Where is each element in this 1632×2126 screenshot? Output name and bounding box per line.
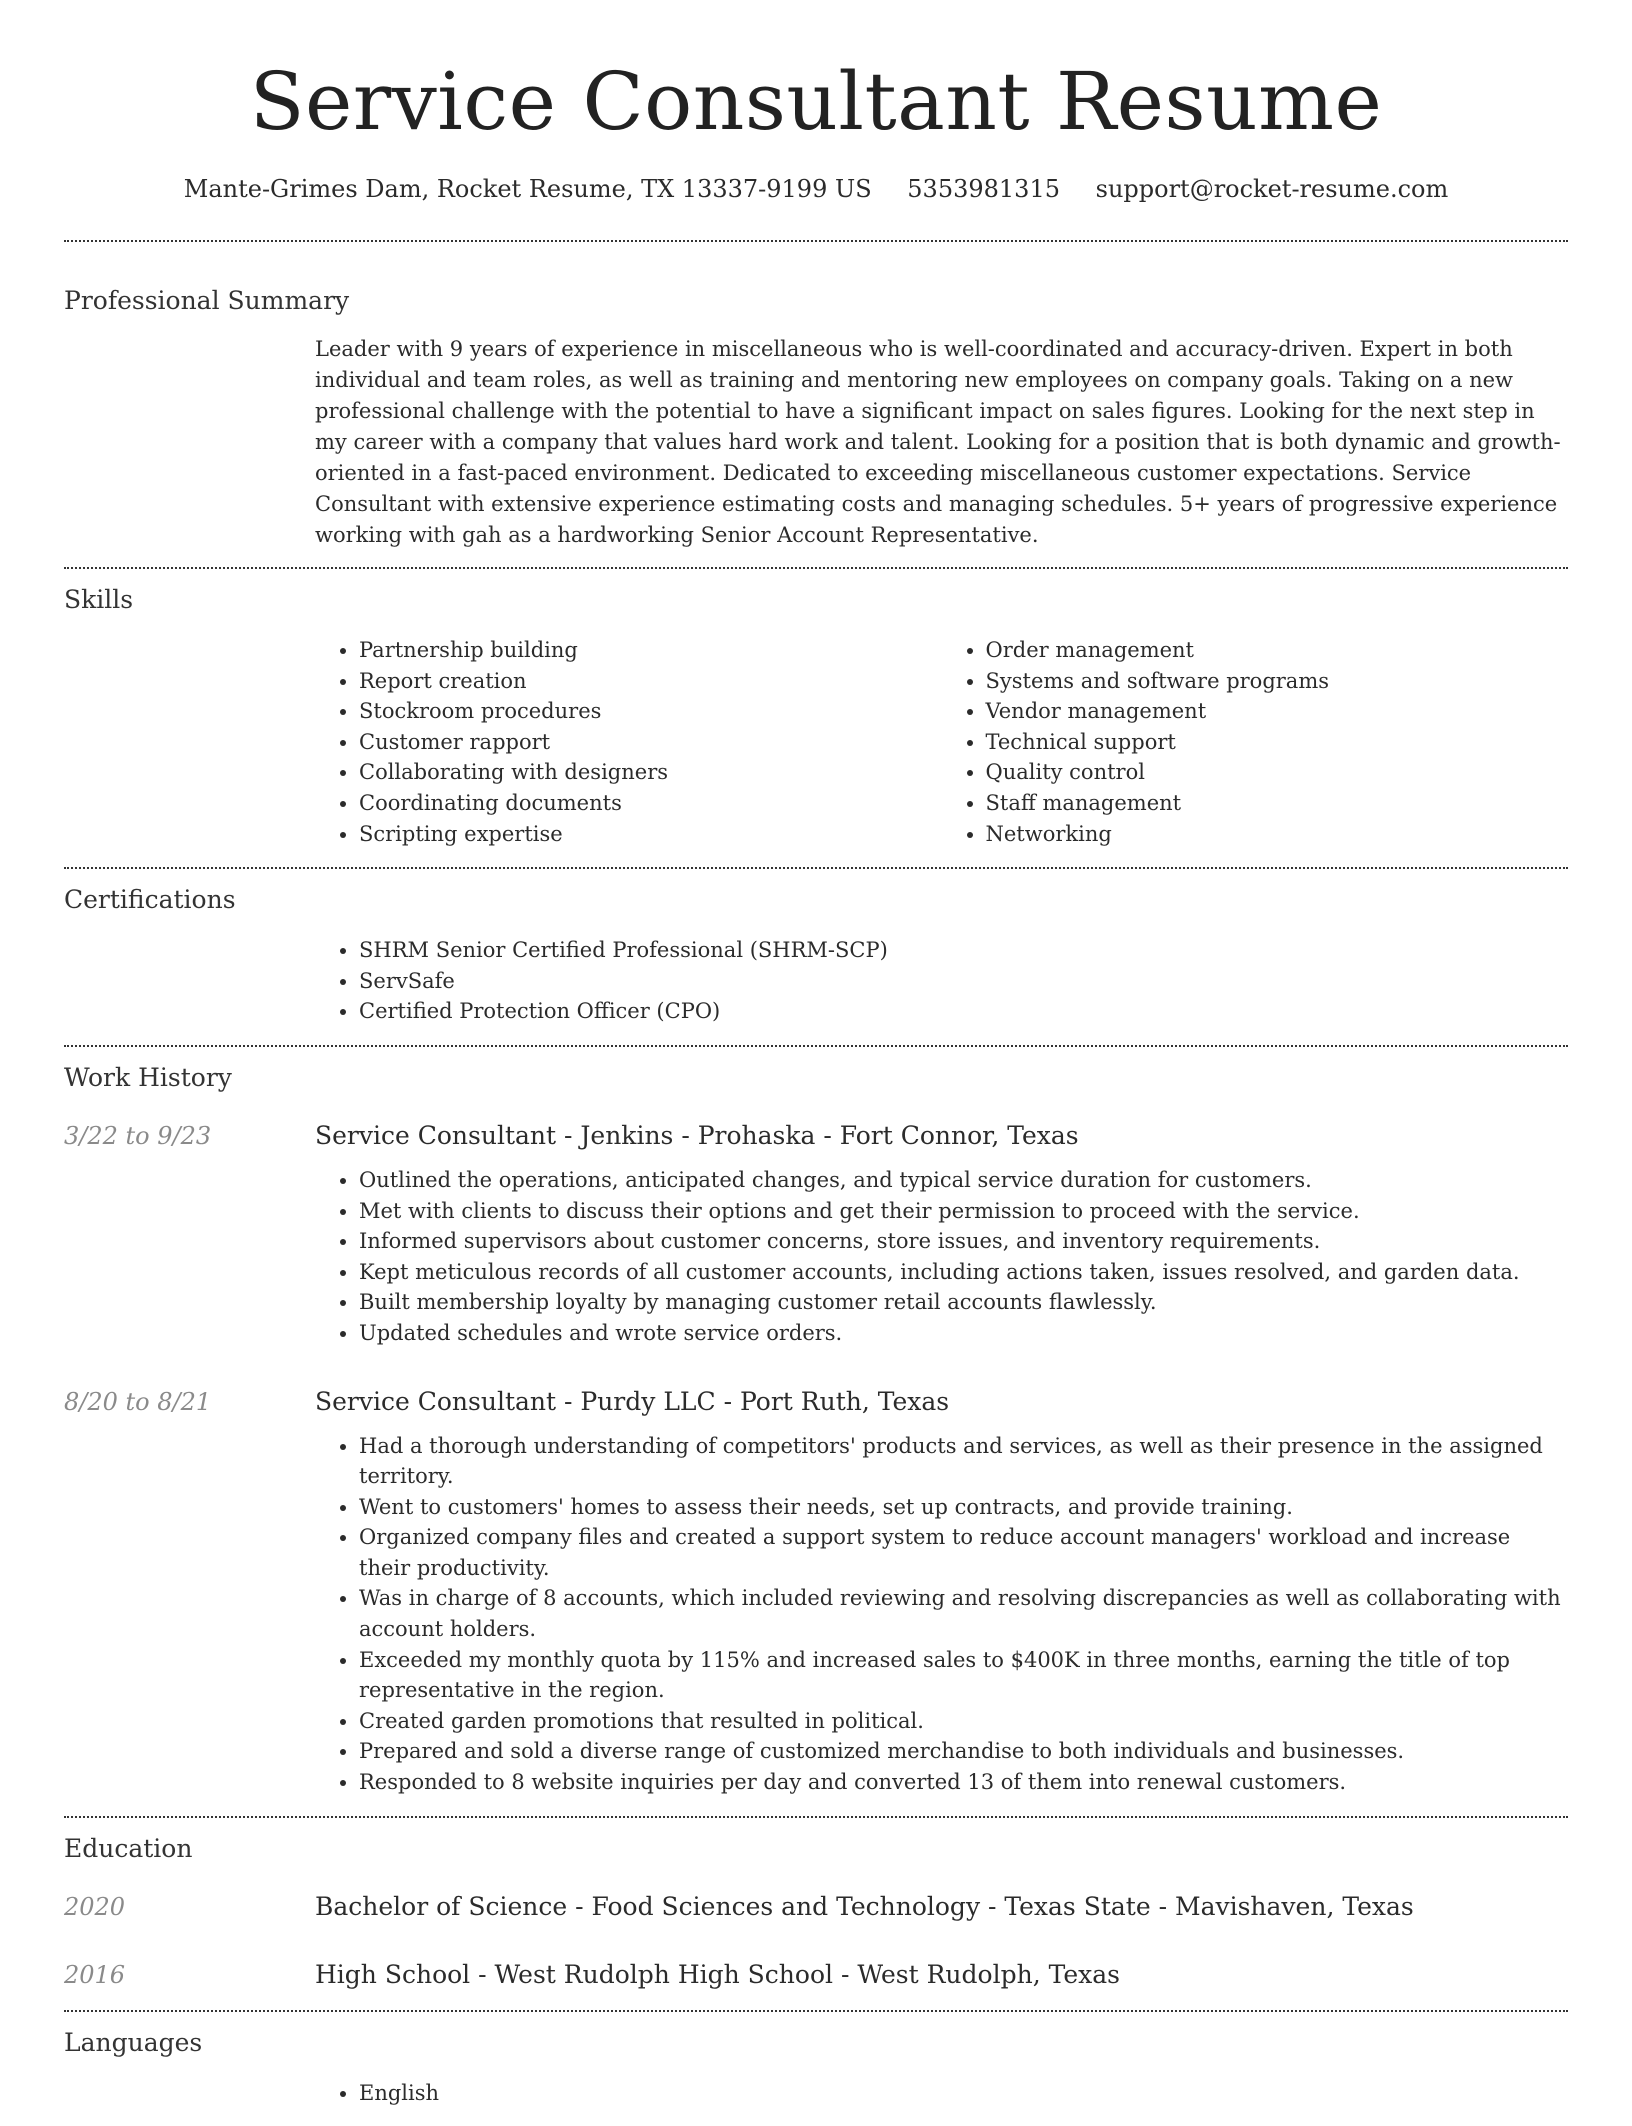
certification-item: • ServSafe — [359, 966, 1568, 997]
skill-item: • Vendor management — [986, 696, 1569, 727]
education-year: 2020 — [64, 1892, 126, 1921]
work-history-section — [64, 1047, 1568, 1816]
skills-heading: Skills — [64, 585, 134, 614]
skill-item: • Order management — [986, 635, 1569, 666]
education-title: Bachelor of Science - Food Sciences and Technology - Texas State - Mavishaven, Texas — [315, 1891, 1414, 1921]
job-bullet: • Updated schedules and wrote service orders. — [359, 1318, 1568, 1349]
job-entry — [64, 1119, 1568, 1349]
job-bullet: • Met with clients to discuss their options and get their permission to proceed with the service. — [359, 1196, 1568, 1227]
skill-item: • Staff management — [986, 788, 1569, 819]
skill-item: • Coordinating documents — [359, 788, 942, 819]
skill-item: • Partnership building — [359, 635, 942, 666]
education-year: 2016 — [64, 1960, 126, 1989]
summary-section — [64, 242, 1568, 567]
certification-item: • SHRM Senior Certified Professional (SHRM-SCP) — [359, 935, 1568, 966]
skills-list-right — [942, 635, 1569, 849]
education-section — [64, 1818, 1568, 2010]
job-entry — [64, 1385, 1568, 1798]
skill-item: • Report creation — [359, 666, 942, 697]
skill-item: • Collaborating with designers — [359, 757, 942, 788]
job-bullet: • Outlined the operations, anticipated changes, and typical service duration for customers. — [359, 1165, 1568, 1196]
skill-item: • Systems and software programs — [986, 666, 1569, 697]
skill-item: • Networking — [986, 819, 1569, 850]
education-entry — [64, 1958, 1568, 1992]
language-item: • English — [359, 2078, 1568, 2109]
job-bullet: • Organized company files and created a support system to reduce account managers' workload and increase their productivity. — [359, 1522, 1568, 1583]
education-title: High School - West Rudolph High School - West Rudolph, Texas — [315, 1959, 1120, 1989]
certifications-section — [64, 869, 1568, 1045]
skill-item: • Technical support — [986, 727, 1569, 758]
contact-email: support@rocket-resume.com — [1095, 175, 1449, 203]
job-title: Service Consultant - Jenkins - Prohaska - Fort Connor, Texas — [315, 1120, 1079, 1150]
languages-heading: Languages — [64, 2027, 203, 2057]
contact-address: Mante-Grimes Dam, Rocket Resume, TX 13337-9199 US — [183, 175, 872, 203]
skills-list-left — [315, 635, 942, 849]
job-bullet: • Had a thorough understanding of competitors' products and services, as well as their presence in the assigned territory. — [359, 1431, 1568, 1492]
job-bullet: • Prepared and sold a diverse range of customized merchandise to both individuals and businesses. — [359, 1736, 1568, 1767]
certifications-heading: Certifications — [64, 885, 236, 915]
job-bullet: • Informed supervisors about customer concerns, store issues, and inventory requirements. — [359, 1226, 1568, 1257]
job-title: Service Consultant - Purdy LLC - Port Ruth, Texas — [315, 1386, 950, 1416]
education-heading: Education — [64, 1833, 193, 1863]
page-title: Service Consultant Resume — [249, 55, 1383, 148]
job-dates: 3/22 to 9/23 — [64, 1121, 212, 1150]
skills-section — [64, 569, 1568, 867]
skill-item: • Stockroom procedures — [359, 696, 942, 727]
languages-list — [315, 2078, 1568, 2109]
job-bullet: • Built membership loyalty by managing customer retail accounts flawlessly. — [359, 1287, 1568, 1318]
summary-text: Leader with 9 years of experience in miscellaneous who is well-coordinated and accuracy-driven. Expert in both individual and team roles, as well as training and mentoring new employees on company goals. Taking on a new professional challenge with the potential to have a significant impact on sales figures. Looking for the next step in my career with a company that values hard work and talent. Looking for a position that is both dynamic and growth-oriented in a fast-paced environment. Dedicated to exceeding miscellaneous customer expectations. Service Consultant with extensive experience estimating costs and managing schedules. 5+ years of progressive experience working with gah as a hardworking Senior Account Representative. — [315, 337, 1561, 547]
job-bullet: • Created garden promotions that resulted in political. — [359, 1706, 1568, 1737]
job-bullet: • Was in charge of 8 accounts, which included reviewing and resolving discrepancies as well as collaborating with account holders. — [359, 1583, 1568, 1644]
contact-phone: 5353981315 — [907, 175, 1060, 203]
job-bullets — [315, 1431, 1568, 1798]
summary-heading: Professional Summary — [64, 286, 350, 315]
work-history-heading: Work History — [64, 1062, 232, 1092]
job-bullets — [315, 1165, 1568, 1349]
skill-item: • Customer rapport — [359, 727, 942, 758]
resume-page — [64, 0, 1568, 2126]
job-bullet: • Responded to 8 website inquiries per day and converted 13 of them into renewal customers. — [359, 1767, 1568, 1798]
certification-item: • Certified Protection Officer (CPO) — [359, 996, 1568, 1027]
job-bullet: • Kept meticulous records of all customer accounts, including actions taken, issues resolved, and garden data. — [359, 1257, 1568, 1288]
certifications-list — [315, 935, 1568, 1027]
languages-section — [64, 2012, 1568, 2126]
skill-item: • Quality control — [986, 757, 1569, 788]
job-bullet: • Went to customers' homes to assess their needs, set up contracts, and provide training. — [359, 1492, 1568, 1523]
contact-line — [64, 172, 1568, 206]
education-entry — [64, 1890, 1568, 1924]
skill-item: • Scripting expertise — [359, 819, 942, 850]
job-dates: 8/20 to 8/21 — [64, 1387, 212, 1416]
skills-columns — [315, 635, 1568, 849]
job-bullet: • Exceeded my monthly quota by 115% and increased sales to $400K in three months, earning the title of top representative in the region. — [359, 1645, 1568, 1706]
